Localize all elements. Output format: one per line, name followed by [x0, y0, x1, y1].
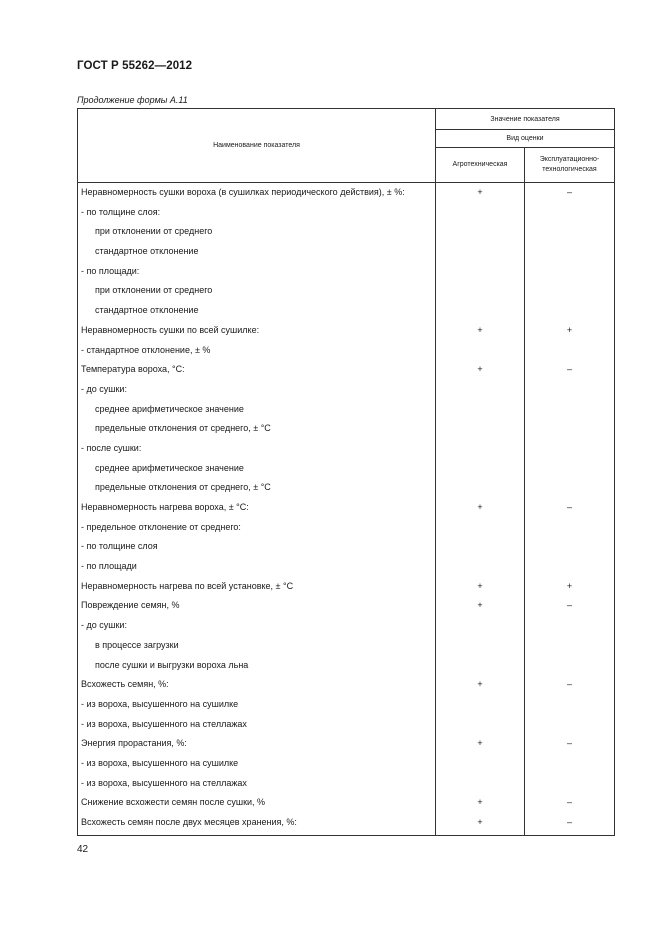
agro-mark: [436, 222, 524, 242]
agro-mark: [436, 380, 524, 400]
indicator-name: Всхожесть семян, %:: [81, 679, 169, 690]
exploit-mark: [525, 616, 614, 636]
agro-mark: [436, 301, 524, 321]
agro-mark: [436, 695, 524, 715]
indicator-name: при отклонении от среднего: [95, 226, 213, 237]
header-agro: Агротехническая: [436, 148, 525, 183]
indicator-name: Неравномерность нагрева вороха, ± °С:: [81, 502, 249, 512]
indicator-name: - из вороха, высушенного на стеллажах: [81, 718, 247, 729]
exploit-mark: [525, 400, 614, 420]
indicator-name: среднее арифметическое значение: [95, 403, 244, 414]
indicator-name: Снижение всхожести семян после сушки, %: [81, 797, 266, 808]
exploit-mark: [525, 754, 614, 774]
indicator-name: при отклонении от среднего: [95, 285, 213, 296]
exploit-mark: –: [567, 364, 573, 375]
exploit-mark: –: [567, 187, 573, 197]
indicator-name: - из вороха, высушенного на сушилке: [81, 757, 239, 768]
indicator-name: - по площади: [81, 561, 137, 572]
header-evaluation-type: Вид оценки: [436, 130, 615, 148]
indicator-name: Энергия прорастания, %:: [81, 738, 187, 749]
indicator-name: Повреждение семян, %: [81, 600, 180, 611]
exploit-mark: [525, 518, 614, 538]
indicator-name: - до сушки:: [81, 383, 127, 394]
agro-mark: +: [477, 187, 483, 197]
exploit-mark: –: [567, 817, 573, 827]
exploit-mark: [525, 380, 614, 400]
exploit-mark: [525, 715, 614, 735]
agro-mark: +: [477, 324, 483, 335]
exploit-mark: +: [566, 324, 573, 335]
exploit-mark: [525, 537, 614, 557]
indicator-name: стандартное отклонение: [95, 246, 199, 257]
exploit-mark: [525, 203, 614, 223]
agro-mark: [436, 262, 524, 282]
indicator-name: - стандартное отклонение, ± %: [81, 344, 211, 355]
exploit-mark: [525, 636, 614, 656]
indicator-name: предельные отклонения от среднего, ± °С: [95, 423, 271, 434]
indicator-name: - до сушки:: [81, 620, 127, 631]
agro-mark: +: [477, 502, 483, 512]
agro-mark: [436, 419, 524, 439]
exploit-mark: –: [567, 797, 573, 808]
indicator-name: в процессе загрузки: [95, 639, 179, 650]
table-caption: Продолжение формы А.11: [77, 95, 188, 105]
exploit-mark: [525, 419, 614, 439]
exploit-mark: [525, 557, 614, 577]
exploit-mark: +: [566, 580, 573, 591]
exploit-mark: [525, 478, 614, 498]
indicator-name: - из вороха, высушенного на стеллажах: [81, 777, 247, 788]
exploit-mark: [525, 774, 614, 794]
header-indicator-name: Наименование показателя: [78, 109, 436, 183]
exploit-mark: [525, 242, 614, 262]
agro-mark: +: [477, 679, 483, 690]
agro-mark: [436, 518, 524, 538]
indicator-name: - после сушки:: [81, 442, 142, 453]
indicator-name: среднее арифметическое значение: [95, 462, 244, 473]
document-title: ГОСТ Р 55262—2012: [77, 60, 193, 72]
agro-mark: +: [477, 364, 483, 375]
indicator-name: - по толщине слоя:: [81, 206, 161, 217]
exploit-mark: [525, 222, 614, 242]
indicator-name: Всхожесть семян после двух месяцев хранения, %:: [81, 817, 297, 827]
agro-mark: [436, 616, 524, 636]
exploit-mark: –: [567, 738, 573, 749]
indicator-name: - предельное отклонение от среднего:: [81, 521, 241, 532]
agro-mark: +: [477, 797, 483, 808]
agro-mark: [436, 557, 524, 577]
agro-mark: +: [477, 738, 483, 749]
agro-mark: [436, 636, 524, 656]
agro-mark: [436, 774, 524, 794]
exploit-mark: [525, 341, 614, 361]
page-number: 42: [77, 844, 89, 855]
exploit-mark: [525, 695, 614, 715]
agro-mark: [436, 537, 524, 557]
indicator-name: Неравномерность сушки вороха (в сушилках периодического действия), ± %:: [81, 187, 405, 197]
agro-mark: +: [477, 817, 483, 827]
exploit-mark: [525, 656, 614, 676]
indicator-name: - по толщине слоя: [81, 541, 158, 552]
exploit-mark: [525, 459, 614, 479]
indicator-name: - по площади:: [81, 265, 140, 276]
indicator-name: Температура вороха, °С:: [81, 364, 185, 375]
header-exploit: Эксплуатационно-технологическая: [525, 148, 615, 183]
exploit-mark: [525, 281, 614, 301]
exploit-mark: –: [567, 502, 573, 512]
indicator-name: Неравномерность сушки по всей сушилке:: [81, 324, 260, 335]
agro-mark: [436, 656, 524, 676]
agro-mark: [436, 203, 524, 223]
agro-mark: [436, 459, 524, 479]
agro-mark: [436, 281, 524, 301]
agro-mark: [436, 400, 524, 420]
agro-mark: +: [477, 600, 483, 611]
indicator-name: стандартное отклонение: [95, 305, 199, 316]
agro-marks-column: [436, 183, 525, 836]
agro-mark: [436, 341, 524, 361]
agro-mark: +: [477, 580, 483, 591]
indicator-name: после сушки и выгрузки вороха льна: [95, 659, 249, 670]
exploit-mark: [525, 301, 614, 321]
agro-mark: [436, 242, 524, 262]
exploit-mark: –: [567, 600, 573, 611]
exploit-mark: [525, 439, 614, 459]
exploit-mark: –: [567, 679, 573, 690]
exploit-mark: [525, 262, 614, 282]
indicator-name: предельные отклонения от среднего, ± °С: [95, 482, 271, 493]
indicator-name: - из вороха, высушенного на сушилке: [81, 698, 239, 709]
agro-mark: [436, 478, 524, 498]
exploit-marks-column: [525, 183, 615, 836]
agro-mark: [436, 715, 524, 735]
agro-mark: [436, 754, 524, 774]
indicator-names-column: [78, 183, 436, 836]
agro-mark: [436, 439, 524, 459]
indicator-name: Неравномерность нагрева по всей установке, ± °С: [81, 580, 294, 591]
header-value-group: Значение показателя: [436, 109, 615, 130]
indicators-table: [77, 108, 615, 836]
